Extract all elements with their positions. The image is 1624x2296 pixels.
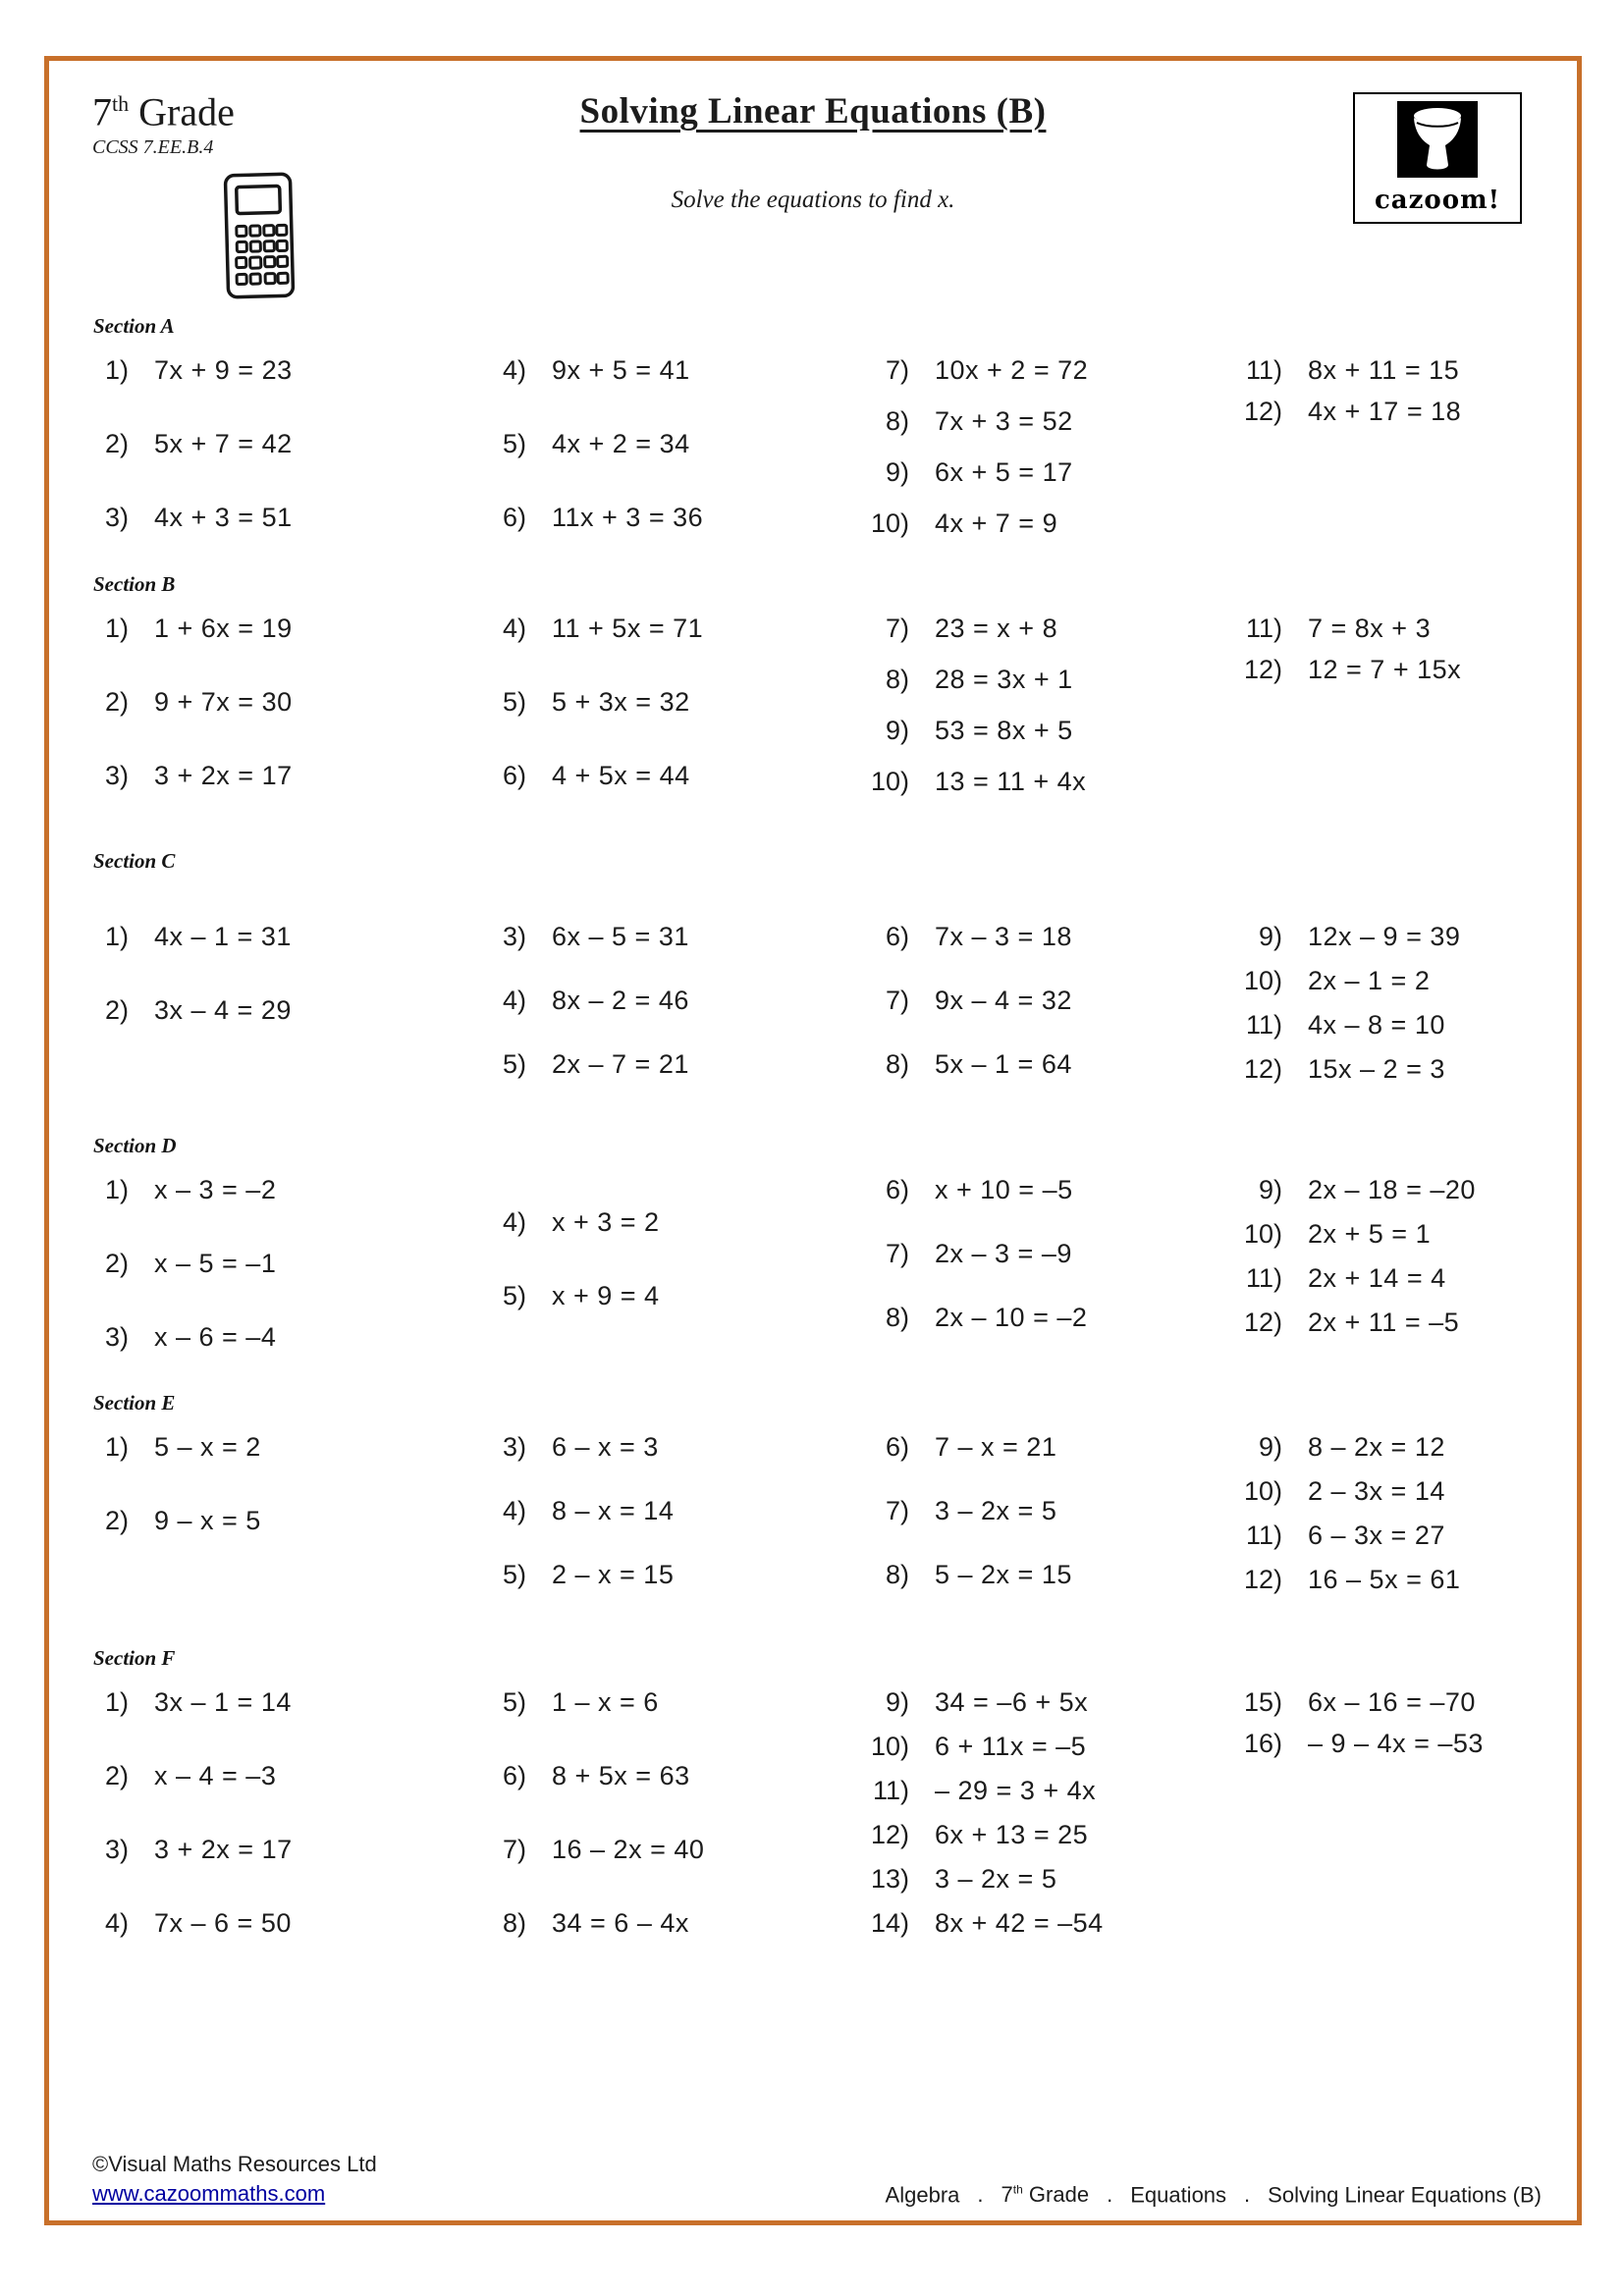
equation-number: 6) [885,922,909,951]
equation-number: 11) [1245,1521,1282,1550]
equation-text: 3x – 1 = 14 [154,1687,292,1717]
equation-column [854,919,1227,1082]
equation-text: 34 = 6 – 4x [552,1908,689,1938]
equation-number: 3) [104,1322,129,1352]
equation-number: 15) [1243,1687,1282,1717]
section-columns [74,1684,1549,1941]
equation-number: 14) [870,1908,909,1938]
section-a [74,314,1549,572]
equation-number: 10) [870,1732,909,1761]
equation-text: 8 – x = 14 [552,1496,675,1525]
equation-number: 5) [502,429,526,458]
equation-text: 2x + 14 = 4 [1308,1263,1446,1293]
equation-number: 3) [104,1835,129,1864]
equation-text: x – 6 = –4 [154,1322,277,1352]
equation-item [854,1729,1227,1764]
section-b [74,572,1549,849]
equation-number: 10) [1243,1219,1282,1249]
section-heading: Section C [93,849,176,873]
equation-item [74,1905,471,1941]
equation-number: 9) [885,457,909,487]
equation-column [471,919,854,1082]
equation-text: 6x – 5 = 31 [552,922,689,951]
title-block [373,90,1253,214]
section-heading: Section E [93,1391,176,1415]
equation-text: 28 = 3x + 1 [935,665,1073,694]
equation-number: 5) [502,687,526,717]
equation-number: 6) [502,503,526,532]
equation-text: 6 – x = 3 [552,1432,659,1462]
equation-item [1227,394,1549,429]
equation-column [471,611,854,793]
equation-item [471,1758,854,1793]
equation-column [74,1684,471,1941]
equation-text: 4x + 3 = 51 [154,503,293,532]
equation-item [854,454,1227,490]
equation-item [1227,1305,1549,1340]
equation-text: 5 + 3x = 32 [552,687,690,717]
equation-text: 15x – 2 = 3 [1308,1054,1445,1084]
equation-item [854,611,1227,646]
equation-text: 6x – 16 = –70 [1308,1687,1476,1717]
equation-number: 8) [885,1303,909,1332]
equation-text: 6x + 5 = 17 [935,457,1073,487]
equation-item [1227,611,1549,646]
equation-column [74,919,471,1028]
breadcrumb-worksheet: Solving Linear Equations (B) [1268,2182,1542,2207]
equation-text: x – 4 = –3 [154,1761,277,1790]
equation-number: 12) [1243,1565,1282,1594]
equation-text: 1 + 6x = 19 [154,614,293,643]
equation-text: 16 – 5x = 61 [1308,1565,1461,1594]
equation-text: x – 3 = –2 [154,1175,277,1204]
equation-number: 2) [104,429,129,458]
equation-text: 3x – 4 = 29 [154,995,292,1025]
equation-item [1227,963,1549,998]
equation-number: 6) [885,1432,909,1462]
equation-text: 2x – 10 = –2 [935,1303,1088,1332]
equation-item [854,764,1227,799]
equation-text: 8x + 42 = –54 [935,1908,1104,1938]
equation-number: 3) [502,922,526,951]
equation-number: 2) [104,1249,129,1278]
section-f [74,1646,1549,1941]
equation-text: x – 5 = –1 [154,1249,277,1278]
section-columns [74,1429,1549,1597]
equation-column [1227,1684,1549,1761]
equation-text: 4 + 5x = 44 [552,761,690,790]
equation-item [854,1493,1227,1528]
equation-number: 2) [104,687,129,717]
equation-item [1227,1429,1549,1465]
equation-number: 6) [502,1761,526,1790]
equation-number: 1) [104,1432,129,1462]
equation-text: 9x – 4 = 32 [935,986,1072,1015]
equation-text: 13 = 11 + 4x [935,767,1087,796]
equation-text: 7x + 3 = 52 [935,406,1073,436]
section-columns [74,611,1549,799]
equation-number: 8) [885,1049,909,1079]
equation-column [1227,352,1549,429]
equation-column [854,1684,1227,1941]
equation-number: 12) [1243,397,1282,426]
ccss-standard: CCSS 7.EE.B.4 [92,136,214,159]
equation-item [471,1493,854,1528]
equation-number: 3) [104,761,129,790]
calculator-icon [222,171,298,305]
equation-number: 5) [502,1281,526,1310]
equation-column [854,1429,1227,1592]
equation-item [74,352,471,388]
equation-item [74,1684,471,1720]
equation-number: 10) [1243,1476,1282,1506]
equation-column [471,1172,854,1313]
equation-item [1227,1473,1549,1509]
equation-item [74,1246,471,1281]
equation-item [854,506,1227,541]
equation-text: 4x + 7 = 9 [935,508,1058,538]
equation-column [1227,919,1549,1087]
equation-column [74,1172,471,1355]
section-columns [74,352,1549,541]
equation-item [471,1832,854,1867]
equation-number: 1) [104,614,129,643]
breadcrumb-grade: 7th Grade [1001,2182,1090,2207]
equation-text: 23 = x + 8 [935,614,1058,643]
equation-column [471,1684,854,1941]
instructions-text: Solve the equations to find x. [671,187,955,213]
equation-item [74,1429,471,1465]
equation-number: 7) [885,614,909,643]
equation-text: 8x – 2 = 46 [552,986,689,1015]
equation-item [1227,652,1549,687]
equation-number: 11) [1245,355,1282,385]
equation-item [854,1557,1227,1592]
section-heading: Section D [93,1134,177,1157]
equation-text: 3 + 2x = 17 [154,761,293,790]
equation-item [854,403,1227,439]
equation-item [1227,352,1549,388]
section-c [74,849,1549,1134]
equation-item [1227,1518,1549,1553]
equation-text: 9 + 7x = 30 [154,687,293,717]
equation-number: 10) [1243,966,1282,995]
equation-column [74,352,471,535]
equation-number: 8) [885,665,909,694]
equation-column [1227,1172,1549,1340]
equation-item [74,1832,471,1867]
equation-item [854,713,1227,748]
equation-item [854,1300,1227,1335]
equation-number: 3) [104,503,129,532]
section-columns [74,1172,1549,1355]
equation-item [854,1429,1227,1465]
equation-item [471,758,854,793]
equation-text: 12x – 9 = 39 [1308,922,1461,951]
equation-column [854,352,1227,541]
section-heading: Section B [93,572,176,596]
equation-number: 4) [104,1908,129,1938]
equation-text: 7x – 3 = 18 [935,922,1072,951]
equation-text: 8 + 5x = 63 [552,1761,690,1790]
equation-item [471,1278,854,1313]
equation-text: 7 = 8x + 3 [1308,614,1432,643]
equation-number: 8) [502,1908,526,1938]
equation-text: 4x + 2 = 34 [552,429,690,458]
equation-item [1227,919,1549,954]
equation-text: x + 3 = 2 [552,1207,660,1237]
equation-number: 12) [1243,1054,1282,1084]
equation-number: 4) [502,1207,526,1237]
equation-item [471,1046,854,1082]
equation-text: 34 = –6 + 5x [935,1687,1089,1717]
equation-item [471,611,854,646]
equation-text: 4x + 17 = 18 [1308,397,1462,426]
equation-item [1227,1684,1549,1720]
equation-text: 9x + 5 = 41 [552,355,690,385]
equation-number: 7) [885,986,909,1015]
equation-number: 9) [1258,1432,1282,1462]
section-d [74,1134,1549,1391]
equation-item [854,1817,1227,1852]
equation-item [74,1319,471,1355]
equation-item [1227,1007,1549,1042]
equation-number: 2) [104,995,129,1025]
equation-item [471,1429,854,1465]
equation-item [1227,1051,1549,1087]
breadcrumb-separator: . [977,2182,984,2207]
equation-text: 6 – 3x = 27 [1308,1521,1445,1550]
section-e [74,1391,1549,1646]
equation-item [74,1172,471,1207]
equation-item [854,662,1227,697]
equation-number: 11) [1245,614,1282,643]
equation-number: 4) [502,614,526,643]
equation-column [854,611,1227,799]
equation-item [471,684,854,720]
equation-number: 2) [104,1506,129,1535]
equation-number: 5) [502,1049,526,1079]
equation-number: 7) [885,1496,909,1525]
cazoom-logo [1353,92,1522,224]
equation-number: 4) [502,986,526,1015]
equation-item [854,1861,1227,1896]
equation-text: 5 – x = 2 [154,1432,261,1462]
equation-text: 8x + 11 = 15 [1308,355,1460,385]
equation-text: 2x + 5 = 1 [1308,1219,1432,1249]
copyright-text: ©Visual Maths Resources Ltd [92,2152,377,2176]
equation-item [74,1758,471,1793]
equation-text: 7 – x = 21 [935,1432,1057,1462]
equation-text: 5x – 1 = 64 [935,1049,1072,1079]
equation-text: 2 – x = 15 [552,1560,675,1589]
equation-number: 1) [104,922,129,951]
equation-text: 3 – 2x = 5 [935,1864,1057,1894]
worksheet-sheet [44,56,1582,2225]
equation-number: 6) [502,761,526,790]
equation-text: 3 + 2x = 17 [154,1835,293,1864]
equation-text: 2x – 3 = –9 [935,1239,1072,1268]
equation-number: 4) [502,355,526,385]
equation-number: 9) [1258,1175,1282,1204]
equation-item [471,1557,854,1592]
equation-item [471,1905,854,1941]
equation-item [854,1773,1227,1808]
equation-number: 5) [502,1687,526,1717]
equation-number: 3) [502,1432,526,1462]
equation-text: 5 – 2x = 15 [935,1560,1072,1589]
equation-item [854,983,1227,1018]
equation-text: 7x + 9 = 23 [154,355,293,385]
page-title: Solving Linear Equations (B) [579,91,1047,132]
equation-column [471,1429,854,1592]
equation-item [471,1684,854,1720]
equation-text: 6x + 13 = 25 [935,1820,1089,1849]
equation-item [471,983,854,1018]
equation-text: 10x + 2 = 72 [935,355,1089,385]
equation-number: 1) [104,1175,129,1204]
equation-number: 12) [870,1820,909,1849]
equation-text: 8 – 2x = 12 [1308,1432,1445,1462]
equation-item [471,919,854,954]
equation-item [74,500,471,535]
djembe-drum-icon [1397,101,1478,183]
equation-text: 2x – 1 = 2 [1308,966,1431,995]
equation-number: 13) [870,1864,909,1894]
equation-column [1227,1429,1549,1597]
website-link[interactable]: www.cazoommaths.com [92,2181,326,2206]
equation-text: 2x + 11 = –5 [1308,1308,1460,1337]
equation-text: 3 – 2x = 5 [935,1496,1057,1525]
equation-item [854,919,1227,954]
equation-item [74,1503,471,1538]
equation-text: 5x + 7 = 42 [154,429,293,458]
equation-number: 11) [1245,1263,1282,1293]
equation-item [854,1236,1227,1271]
equation-number: 1) [104,1687,129,1717]
equation-text: 2 – 3x = 14 [1308,1476,1445,1506]
footer [92,2150,1542,2209]
equation-item [1227,1216,1549,1252]
equation-text: 1 – x = 6 [552,1687,659,1717]
equation-text: x + 9 = 4 [552,1281,660,1310]
breadcrumb [886,2176,1542,2209]
section-columns [74,919,1549,1087]
equation-item [74,758,471,793]
equation-text: 2x – 18 = –20 [1308,1175,1476,1204]
equation-item [74,684,471,720]
breadcrumb-subject: Algebra [885,2182,960,2207]
footer-left [92,2150,377,2209]
equation-text: 16 – 2x = 40 [552,1835,705,1864]
equation-number: 9) [1258,922,1282,951]
equation-item [854,1172,1227,1207]
equation-item [1227,1172,1549,1207]
equation-number: 9) [885,716,909,745]
equation-text: 7x – 6 = 50 [154,1908,292,1938]
equation-text: x + 10 = –5 [935,1175,1073,1204]
equation-number: 9) [885,1687,909,1717]
equation-item [74,992,471,1028]
equation-item [854,352,1227,388]
equation-text: 53 = 8x + 5 [935,716,1073,745]
equation-number: 11) [872,1776,909,1805]
equation-text: 11x + 3 = 36 [552,503,704,532]
equation-number: 11) [1245,1010,1282,1040]
equation-text: – 9 – 4x = –53 [1308,1729,1484,1758]
equation-number: 7) [885,1239,909,1268]
equation-number: 12) [1243,655,1282,684]
equation-text: 9 – x = 5 [154,1506,261,1535]
breadcrumb-topic: Equations [1130,2182,1227,2207]
equation-item [471,500,854,535]
equation-item [74,611,471,646]
equation-text: 4x – 1 = 31 [154,922,292,951]
equation-item [1227,1726,1549,1761]
equation-text: 6 + 11x = –5 [935,1732,1087,1761]
equation-item [1227,1562,1549,1597]
equation-number: 7) [885,355,909,385]
equation-column [854,1172,1227,1335]
equation-number: 10) [870,508,909,538]
equation-item [471,352,854,388]
equation-number: 8) [885,406,909,436]
equation-number: 7) [502,1835,526,1864]
grade-label: 7th Grade [92,89,235,134]
equation-item [471,426,854,461]
equation-column [471,352,854,535]
logo-text: cazoom! [1374,186,1501,215]
grade-block [92,82,235,159]
equation-text: 4x – 8 = 10 [1308,1010,1445,1040]
equation-item [1227,1260,1549,1296]
equation-text: 11 + 5x = 71 [552,614,704,643]
equation-text: 2x – 7 = 21 [552,1049,689,1079]
equation-item [471,1204,854,1240]
equation-item [854,1684,1227,1720]
equation-text: 12 = 7 + 15x [1308,655,1462,684]
section-heading: Section A [93,314,175,338]
equation-item [74,426,471,461]
equation-column [74,1429,471,1538]
equation-number: 5) [502,1560,526,1589]
equation-item [74,919,471,954]
breadcrumb-separator: . [1107,2182,1113,2207]
equation-number: 2) [104,1761,129,1790]
breadcrumb-separator: . [1244,2182,1251,2207]
equation-column [1227,611,1549,687]
equation-column [74,611,471,793]
equation-number: 12) [1243,1308,1282,1337]
equation-item [854,1046,1227,1082]
equation-number: 4) [502,1496,526,1525]
equation-number: 8) [885,1560,909,1589]
sections-container [74,314,1549,1941]
section-heading: Section F [93,1646,176,1670]
equation-text: – 29 = 3 + 4x [935,1776,1097,1805]
equation-item [854,1905,1227,1941]
equation-number: 16) [1243,1729,1282,1758]
equation-number: 1) [104,355,129,385]
equation-number: 10) [870,767,909,796]
equation-number: 6) [885,1175,909,1204]
